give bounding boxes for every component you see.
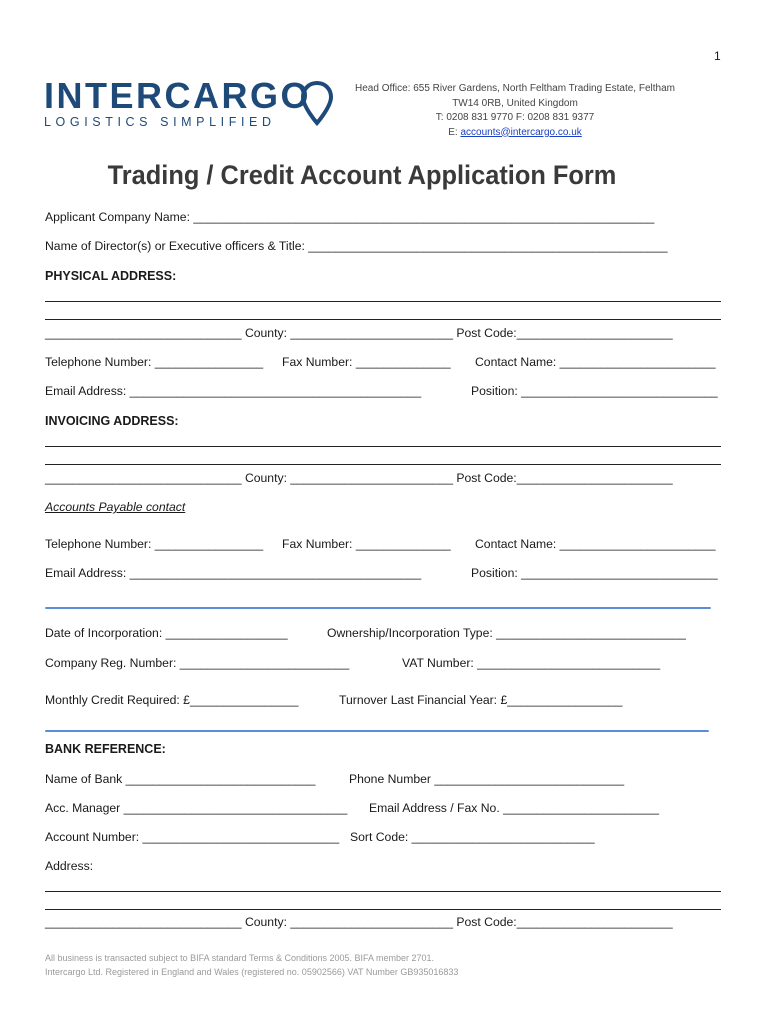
email-line — [330, 126, 700, 141]
address-line-1: Head Office: 655 River Gardens, North Feltham Trading Estate, Feltham — [355, 83, 675, 94]
accounts-payable-label: Accounts Payable contact — [45, 500, 186, 514]
directors-field[interactable]: Name of Director(s) or Executive officers & Title: _____________________________________________________ — [45, 239, 668, 253]
physical-county-postcode-field[interactable]: _____________________________ County: ________________________ Post Code:_______________________ — [45, 326, 673, 340]
invoicing-address-heading: INVOICING ADDRESS: — [45, 414, 179, 428]
incorporation-date-field[interactable]: Date of Incorporation: __________________ — [45, 626, 288, 640]
ownership-type-field[interactable]: Ownership/Incorporation Type: ____________________________ — [327, 626, 686, 640]
invoicing-address-line-1[interactable] — [45, 446, 721, 447]
ap-position-field[interactable]: Position: _____________________________ — [471, 566, 718, 580]
turnover-field[interactable]: Turnover Last Financial Year: £_________________ — [339, 693, 623, 707]
section-divider-1 — [45, 607, 711, 609]
section-divider-2 — [45, 730, 709, 732]
account-number-field[interactable]: Account Number: _____________________________ — [45, 830, 340, 844]
bank-email-fax-field[interactable]: Email Address / Fax No. _______________________ — [369, 801, 660, 815]
company-logo — [44, 75, 311, 129]
page-number: 1 — [714, 49, 721, 63]
physical-address-heading: PHYSICAL ADDRESS: — [45, 269, 177, 283]
address-line-2: TW14 0RB, United Kingdom — [452, 97, 578, 109]
logo-wordmark: INTERCARGO — [44, 75, 311, 116]
email-field[interactable]: Email Address: ___________________________________________ — [45, 384, 422, 398]
ap-fax-field[interactable]: Fax Number: ______________ — [282, 537, 451, 551]
page-title: Trading / Credit Account Application Form — [107, 160, 617, 190]
bank-reference-heading: BANK REFERENCE: — [45, 742, 166, 756]
monthly-credit-field[interactable]: Monthly Credit Required: £________________ — [45, 693, 299, 707]
contact-name-field[interactable]: Contact Name: _______________________ — [475, 355, 716, 369]
phone-fax-line: T: 0208 831 9770 F: 0208 831 9377 — [435, 112, 595, 123]
ap-contact-name-field[interactable]: Contact Name: _______________________ — [475, 537, 716, 551]
company-reg-field[interactable]: Company Reg. Number: _________________________ — [45, 656, 350, 670]
location-pin-icon — [300, 80, 334, 126]
invoicing-address-line-2[interactable] — [45, 464, 721, 465]
acc-manager-field[interactable]: Acc. Manager _________________________________ — [45, 801, 348, 815]
email-link[interactable]: accounts@intercargo.co.uk — [460, 126, 582, 138]
fax-field[interactable]: Fax Number: ______________ — [282, 355, 451, 369]
footer-terms: All business is transacted subject to BIFA standard Terms & Conditions 2005. BIFA member 2701. — [45, 953, 435, 963]
footer — [45, 952, 458, 979]
vat-number-field[interactable]: VAT Number: ___________________________ — [402, 656, 661, 670]
sort-code-field[interactable]: Sort Code: ___________________________ — [350, 830, 595, 844]
position-field[interactable]: Position: _____________________________ — [471, 384, 718, 398]
bank-address-label: Address: — [45, 859, 94, 873]
email-prefix: E: — [448, 126, 461, 138]
physical-address-line-1[interactable] — [45, 301, 721, 302]
footer-registration: Intercargo Ltd. Registered in England and Wales (registered no. 05902566) VAT Number GB935016833 — [45, 966, 459, 977]
invoicing-county-postcode-field[interactable]: _____________________________ County: ________________________ Post Code:_______________________ — [45, 471, 673, 485]
company-name-field[interactable]: Applicant Company Name: ____________________________________________________________________ — [45, 210, 655, 224]
bank-address-line-1[interactable] — [45, 891, 721, 892]
ap-email-field[interactable]: Email Address: ___________________________________________ — [45, 566, 422, 580]
physical-address-line-2[interactable] — [45, 319, 721, 320]
logo-tagline: LOGISTICS SIMPLIFIED — [44, 115, 276, 129]
bank-name-field[interactable]: Name of Bank ____________________________ — [45, 772, 316, 786]
ap-telephone-field[interactable]: Telephone Number: ________________ — [45, 537, 264, 551]
telephone-field[interactable]: Telephone Number: ________________ — [45, 355, 264, 369]
bank-county-postcode-field[interactable]: _____________________________ County: ________________________ Post Code:_______________________ — [45, 915, 673, 929]
head-office-block — [330, 82, 700, 140]
bank-phone-field[interactable]: Phone Number ____________________________ — [349, 772, 625, 786]
bank-address-line-2[interactable] — [45, 909, 721, 910]
